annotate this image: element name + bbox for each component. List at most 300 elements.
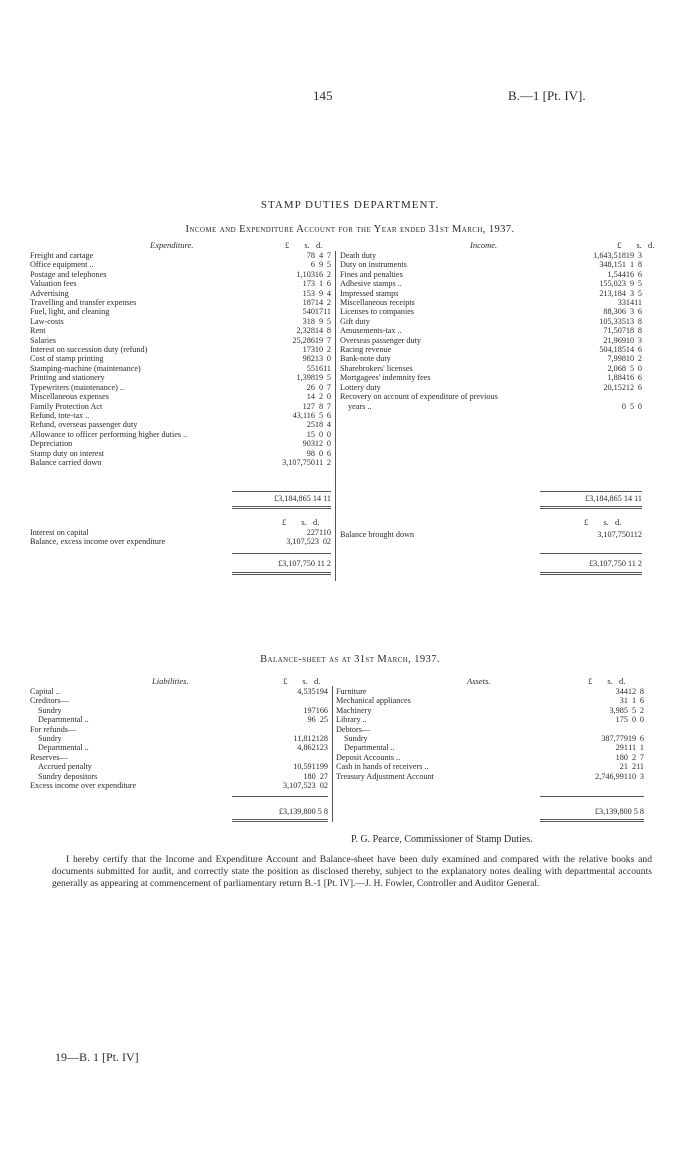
pence-value: 8 [323,734,328,744]
pounds-value [277,725,316,734]
account-row [30,392,331,401]
total-rule [232,796,328,797]
audit-certificate: I hereby certify that the Income and Expenditure Account and Balance-sheet have been duly examined and compared with the relative books and documents submitted for audit, and correctly state the position as disclosed thereby, subject to the explanatory notes dealing with departmental accounts generally as appearing at commencement of parliamentary return B.-1 [Pt. IV].—J. H. Fowler, Controller and Auditor General. [52,854,652,890]
pounds-value: 127 [302,401,315,411]
pounds-value: 175 [615,715,628,725]
appropriation-total-right: £3,107,750 11 2 [589,559,642,568]
expenditure-currency-header [285,240,322,250]
row-label: Bank-note duty [340,354,391,364]
pence-value: 3 [323,743,328,753]
row-label: Departmental .. [38,743,89,753]
row-label: Valuation fees [30,279,77,289]
shillings-value: 5 [630,401,635,411]
income-heading: Income. [470,240,498,250]
pence-value: 5 [326,316,331,326]
pounds-value: 227 [306,528,320,537]
row-label: For refunds— [30,724,77,734]
pounds-value: 55 [306,363,315,373]
shillings-header: s. [603,517,609,527]
pence-value: 4 [326,288,331,298]
shillings-value: 18 [625,326,635,336]
income-total: £3,184,865 14 11 [584,494,642,503]
pence-value: 6 [637,345,642,355]
account-row [30,449,331,458]
row-label: Accrued penalty [38,762,92,772]
pounds-value: 10,591 [293,762,316,772]
row-label: Deposit Accounts .. [336,752,401,762]
row-label: Amusements-tax .. [340,326,402,336]
assets-total: £3,139,800 5 8 [594,807,644,816]
total-rule [540,796,644,797]
row-label: Furniture [336,687,367,696]
pence-value: 8 [326,326,331,336]
account-row [30,439,331,448]
shillings-value: 17 [314,307,324,317]
shillings-value: 9 [319,316,324,326]
shillings-value: 19 [314,335,324,345]
pence-value: 11 [636,762,644,772]
pounds-value: 187 [302,298,315,308]
account-row [336,753,644,762]
pounds-value: 6 [310,260,315,270]
pence-value: 2 [637,530,642,539]
pence-value: 2 [639,705,644,715]
account-row [30,537,331,546]
row-label: Miscellaneous receipts [340,298,415,308]
account-row [30,687,328,696]
shillings-header: s. [304,240,310,250]
pounds-value: 1,643,518 [593,251,626,260]
pounds-value [277,753,316,762]
pence-value: 6 [639,696,644,706]
row-label: Sharebrokers' licenses [340,363,413,373]
account-row [340,530,642,539]
account-row [30,725,328,734]
total-rule [540,819,644,820]
pence-value: 0 [637,363,642,373]
row-label: Licenses to companies [340,307,415,317]
appropriation-currency-header [584,517,621,527]
shillings-value: 0 [319,448,324,458]
shillings-value: 1 [319,279,324,289]
pence-value: 6 [323,705,328,715]
pence-value: 3 [637,335,642,345]
account-row [30,402,331,411]
row-label: Recovery on account of expenditure of previous [340,392,498,402]
pounds-value: 180 [615,752,628,762]
account-row [340,354,642,363]
shillings-value: 16 [625,269,635,279]
account-row [30,706,328,715]
shillings-value: 12 [315,734,324,744]
row-label: Impressed stamps [340,288,399,298]
pounds-header: £ [283,676,288,686]
total-rule [540,821,644,822]
footer-reference: 19—B. 1 [Pt. IV] [55,1050,139,1064]
pounds-value: 1,398 [296,373,315,383]
pounds-value: 903 [302,439,315,449]
account-title: Income and Expenditure Account for the Year ended 31st March, 1937. [185,224,515,235]
pounds-header: £ [285,240,290,250]
shillings-value: 11 [628,743,637,753]
pounds-value: 213,184 [599,288,626,298]
shillings-value: 2 [319,771,324,781]
pence-value: 2 [323,781,328,791]
account-row [30,411,331,420]
pence-header: d. [618,676,626,686]
pence-value: 1 [639,743,644,753]
row-label: Family Protection Act [30,401,103,411]
income-currency-header [617,240,654,250]
pence-value: 11 [323,363,331,373]
total-rule [232,508,331,509]
pounds-value: 33 [617,298,626,308]
account-row [30,772,328,781]
pence-header: d. [313,676,321,686]
pounds-value: 7,998 [607,354,626,364]
shillings-value [316,725,324,734]
total-rule [232,821,328,822]
shillings-value: 5 [632,705,637,715]
row-label: Freight and cartage [30,251,94,260]
row-label: Balance brought down [340,530,415,539]
row-label: Depreciation [30,439,73,449]
pounds-header: £ [584,517,589,527]
pence-value [634,392,642,401]
account-row [340,317,642,326]
account-row [30,289,331,298]
total-rule [232,491,331,492]
shillings-value: 2 [319,715,324,725]
pence-value: 2 [326,457,331,467]
row-label: Sundry [38,705,62,715]
column-divider [332,686,333,822]
liabilities-currency-header [283,676,320,686]
account-row [30,383,331,392]
row-label: Rent [30,326,46,336]
pence-value: 3 [637,251,642,260]
liabilities-heading: Liabilities. [152,676,189,686]
pounds-value: 15 [306,429,315,439]
shillings-value: 0 [319,429,324,439]
account-row [30,336,331,345]
row-label: Machinery [336,705,372,715]
row-label: Allowance to officer performing higher duties .. [30,429,188,439]
account-row [30,781,328,790]
row-label: Treasury Adjustment Account [336,771,434,781]
account-row [30,279,331,288]
row-label: Interest on succession duty (refund) [30,345,148,355]
total-rule [540,508,642,509]
shillings-value: 12 [627,687,637,696]
pounds-value: 1,884 [607,373,626,383]
shillings-value: 14 [625,298,635,308]
commissioner-signature: P. G. Pearce, Commissioner of Stamp Duties. [351,834,533,845]
account-row [340,298,642,307]
pounds-value: 982 [302,354,315,364]
account-row [30,326,331,335]
row-label: Departmental .. [344,743,395,753]
pence-value: 8 [637,316,642,326]
pounds-value: 98 [306,448,315,458]
pence-value: 2 [326,298,331,308]
pence-value: 6 [637,269,642,279]
pounds-value: 4,535 [297,687,316,696]
shillings-value: 2 [632,752,637,762]
shillings-value: 0 [632,715,637,725]
row-label: Advertising [30,288,69,298]
row-label: Racing revenue [340,345,392,355]
row-label: Office equipment .. [30,260,94,270]
pounds-value: 197 [303,705,316,715]
pounds-value: 96 [307,715,316,725]
pounds-value: 21,969 [603,335,626,345]
column-divider [335,251,336,581]
row-label: Sundry depositors [38,771,98,781]
pounds-value: 71,507 [603,326,626,336]
row-label: Library .. [336,715,367,725]
assets-currency-header [588,676,625,686]
pounds-value: 88,306 [603,307,626,317]
shillings-value: 3 [630,307,635,317]
pounds-value: 504,185 [599,345,626,355]
pence-value: 4 [326,420,331,430]
row-label: Mortgagees' indemnity fees [340,373,431,383]
pence-header: d. [315,240,323,250]
account-row [340,392,642,401]
pounds-value: 25 [306,420,315,430]
shillings-value: 4 [319,251,324,260]
shillings-value: 11 [315,457,324,467]
total-rule [232,506,331,507]
pence-value: 11 [634,298,642,308]
pence-value: 2 [326,345,331,355]
row-label: Refund, tote-tax .. [30,410,90,420]
pounds-value: 291 [615,743,628,753]
shillings-value [628,725,636,734]
pence-value: 6 [326,410,331,420]
account-row [340,364,642,373]
shillings-value: 19 [314,373,324,383]
account-row [30,715,328,724]
pence-value: 8 [639,687,644,696]
account-row [340,373,642,382]
page-reference: B.—1 [Pt. IV]. [508,88,586,103]
pence-value: 4 [323,687,328,696]
shillings-value: 0 [319,382,324,392]
pence-value [324,696,328,705]
shillings-value: 12 [625,382,635,392]
row-label: Postage and telephones [30,269,107,279]
row-label: Fines and penalties [340,269,403,279]
pounds-value: 0 [621,401,626,411]
pounds-value: 25,286 [292,335,315,345]
pence-value [636,725,644,734]
pounds-value: 1,544 [607,269,626,279]
shillings-value [316,696,324,705]
shillings-value: 19 [315,762,324,772]
shillings-header: s. [607,676,613,686]
account-row [30,420,331,429]
row-label: Sundry [38,734,62,744]
account-row [30,270,331,279]
row-label: Sundry [344,734,368,744]
account-row [340,345,642,354]
pence-value: 0 [326,429,331,439]
account-row [30,307,331,316]
pence-value: 0 [637,401,642,411]
pounds-value: 78 [306,251,315,260]
shillings-value: 10 [625,354,635,364]
total-rule [232,572,331,573]
pence-value: 7 [326,382,331,392]
pence-value: 0 [326,528,331,537]
pence-header: d. [647,240,655,250]
pence-value: 6 [639,734,644,744]
income-table [340,251,642,411]
pence-header: d. [312,517,320,527]
pence-value: 2 [326,537,331,547]
row-label: years .. [348,401,372,411]
row-label: Adhesive stamps .. [340,279,402,289]
shillings-value: 16 [315,705,324,715]
pounds-value: 31 [619,696,628,706]
account-row [336,734,644,743]
pence-value [324,753,328,762]
row-label: Travelling and transfer expenses [30,298,137,308]
total-rule [232,574,331,575]
row-label: Departmental .. [38,715,89,725]
pounds-value: 155,023 [599,279,626,289]
account-row [340,307,642,316]
row-label: Printing and stationery [30,373,105,383]
pounds-value: 21 [619,762,628,772]
row-label: Mechanical appliances [336,696,411,706]
shillings-value: 9 [319,288,324,298]
page-number: 145 [313,88,333,103]
pounds-value: 11,812 [293,734,316,744]
account-row [30,364,331,373]
account-row [30,251,331,260]
pence-value: 9 [323,762,328,772]
pounds-value: 387,779 [601,734,628,744]
shillings-value: 1 [632,696,637,706]
pounds-value: 2,328 [296,326,315,336]
pence-value: 5 [637,288,642,298]
pence-value: 6 [326,448,331,458]
row-label: Typewriters (maintenance) .. [30,382,124,392]
pounds-value: 1,103 [296,269,315,279]
shillings-header: s. [636,240,642,250]
appropriation-credit-table [340,530,642,539]
account-row [340,289,642,298]
pence-value: 7 [326,335,331,345]
shillings-value: 10 [627,771,637,781]
account-row [30,345,331,354]
row-label: Balance carried down [30,457,102,467]
pence-value: 5 [323,715,328,725]
account-row [30,528,331,537]
balance-sheet-title: Balance-sheet as at 31st March, 1937. [260,654,440,665]
pounds-value: 2,746,991 [595,771,628,781]
shillings-value: 8 [319,401,324,411]
expenditure-total: £3,184,865 14 11 [273,494,331,503]
pence-value: 2 [637,354,642,364]
pounds-value: 153 [302,288,315,298]
total-rule [540,506,642,507]
total-rule [540,572,642,573]
account-row [30,260,331,269]
pounds-value: 20,152 [603,382,626,392]
assets-table [336,687,644,781]
pence-value: 5 [326,373,331,383]
appropriation-total-left: £3,107,750 11 2 [278,559,331,568]
shillings-value: 11 [630,530,638,539]
pounds-value: 3,107,750 [282,457,315,467]
pounds-value: 4,862 [297,743,316,753]
account-row [340,260,642,269]
pounds-header: £ [588,676,593,686]
account-row [336,772,644,781]
total-rule [540,553,642,554]
row-label: Stamping-machine (maintenance) [30,363,141,373]
pounds-value: 2,068 [607,363,626,373]
shillings-value: 19 [627,734,637,744]
pence-value: 11 [323,307,331,317]
account-row [30,753,328,762]
account-row [340,336,642,345]
account-row [30,317,331,326]
account-row [340,326,642,335]
account-row [340,251,642,260]
shillings-value: 12 [314,439,324,449]
shillings-value: 16 [314,269,324,279]
row-label: Duty on instruments [340,260,407,270]
pence-value: 0 [326,354,331,364]
pence-value: 6 [326,279,331,289]
account-row [336,743,644,752]
shillings-value: 9 [319,260,324,270]
row-label: Lottery duty [340,382,381,392]
shillings-value: 5 [319,410,324,420]
shillings-value: 10 [314,345,324,355]
shillings-value: 1 [630,260,635,270]
row-label: Debtors— [336,724,371,734]
pence-value: 7 [639,752,644,762]
pence-value: 5 [326,260,331,270]
shillings-value: 5 [630,363,635,373]
shillings-value: 12 [315,743,324,753]
pounds-value: 318 [302,316,315,326]
row-label: Salaries [30,335,56,345]
pounds-value: 3,985 [609,705,628,715]
pounds-value [277,696,316,705]
shillings-value: 14 [314,298,324,308]
pence-value: 6 [637,382,642,392]
pence-value: 2 [326,269,331,279]
liabilities-total: £3,139,800 5 8 [278,807,328,816]
shillings-value: 2 [632,762,637,772]
pounds-header: £ [617,240,622,250]
shillings-value [316,753,324,762]
pounds-value: 3,107,523 [286,537,320,547]
pence-value: 5 [637,279,642,289]
shillings-value: 18 [314,420,324,430]
shillings-value: 13 [314,354,324,364]
account-row [336,687,644,696]
shillings-value: 0 [322,537,327,547]
row-label: Balance, excess income over expenditure [30,537,166,547]
